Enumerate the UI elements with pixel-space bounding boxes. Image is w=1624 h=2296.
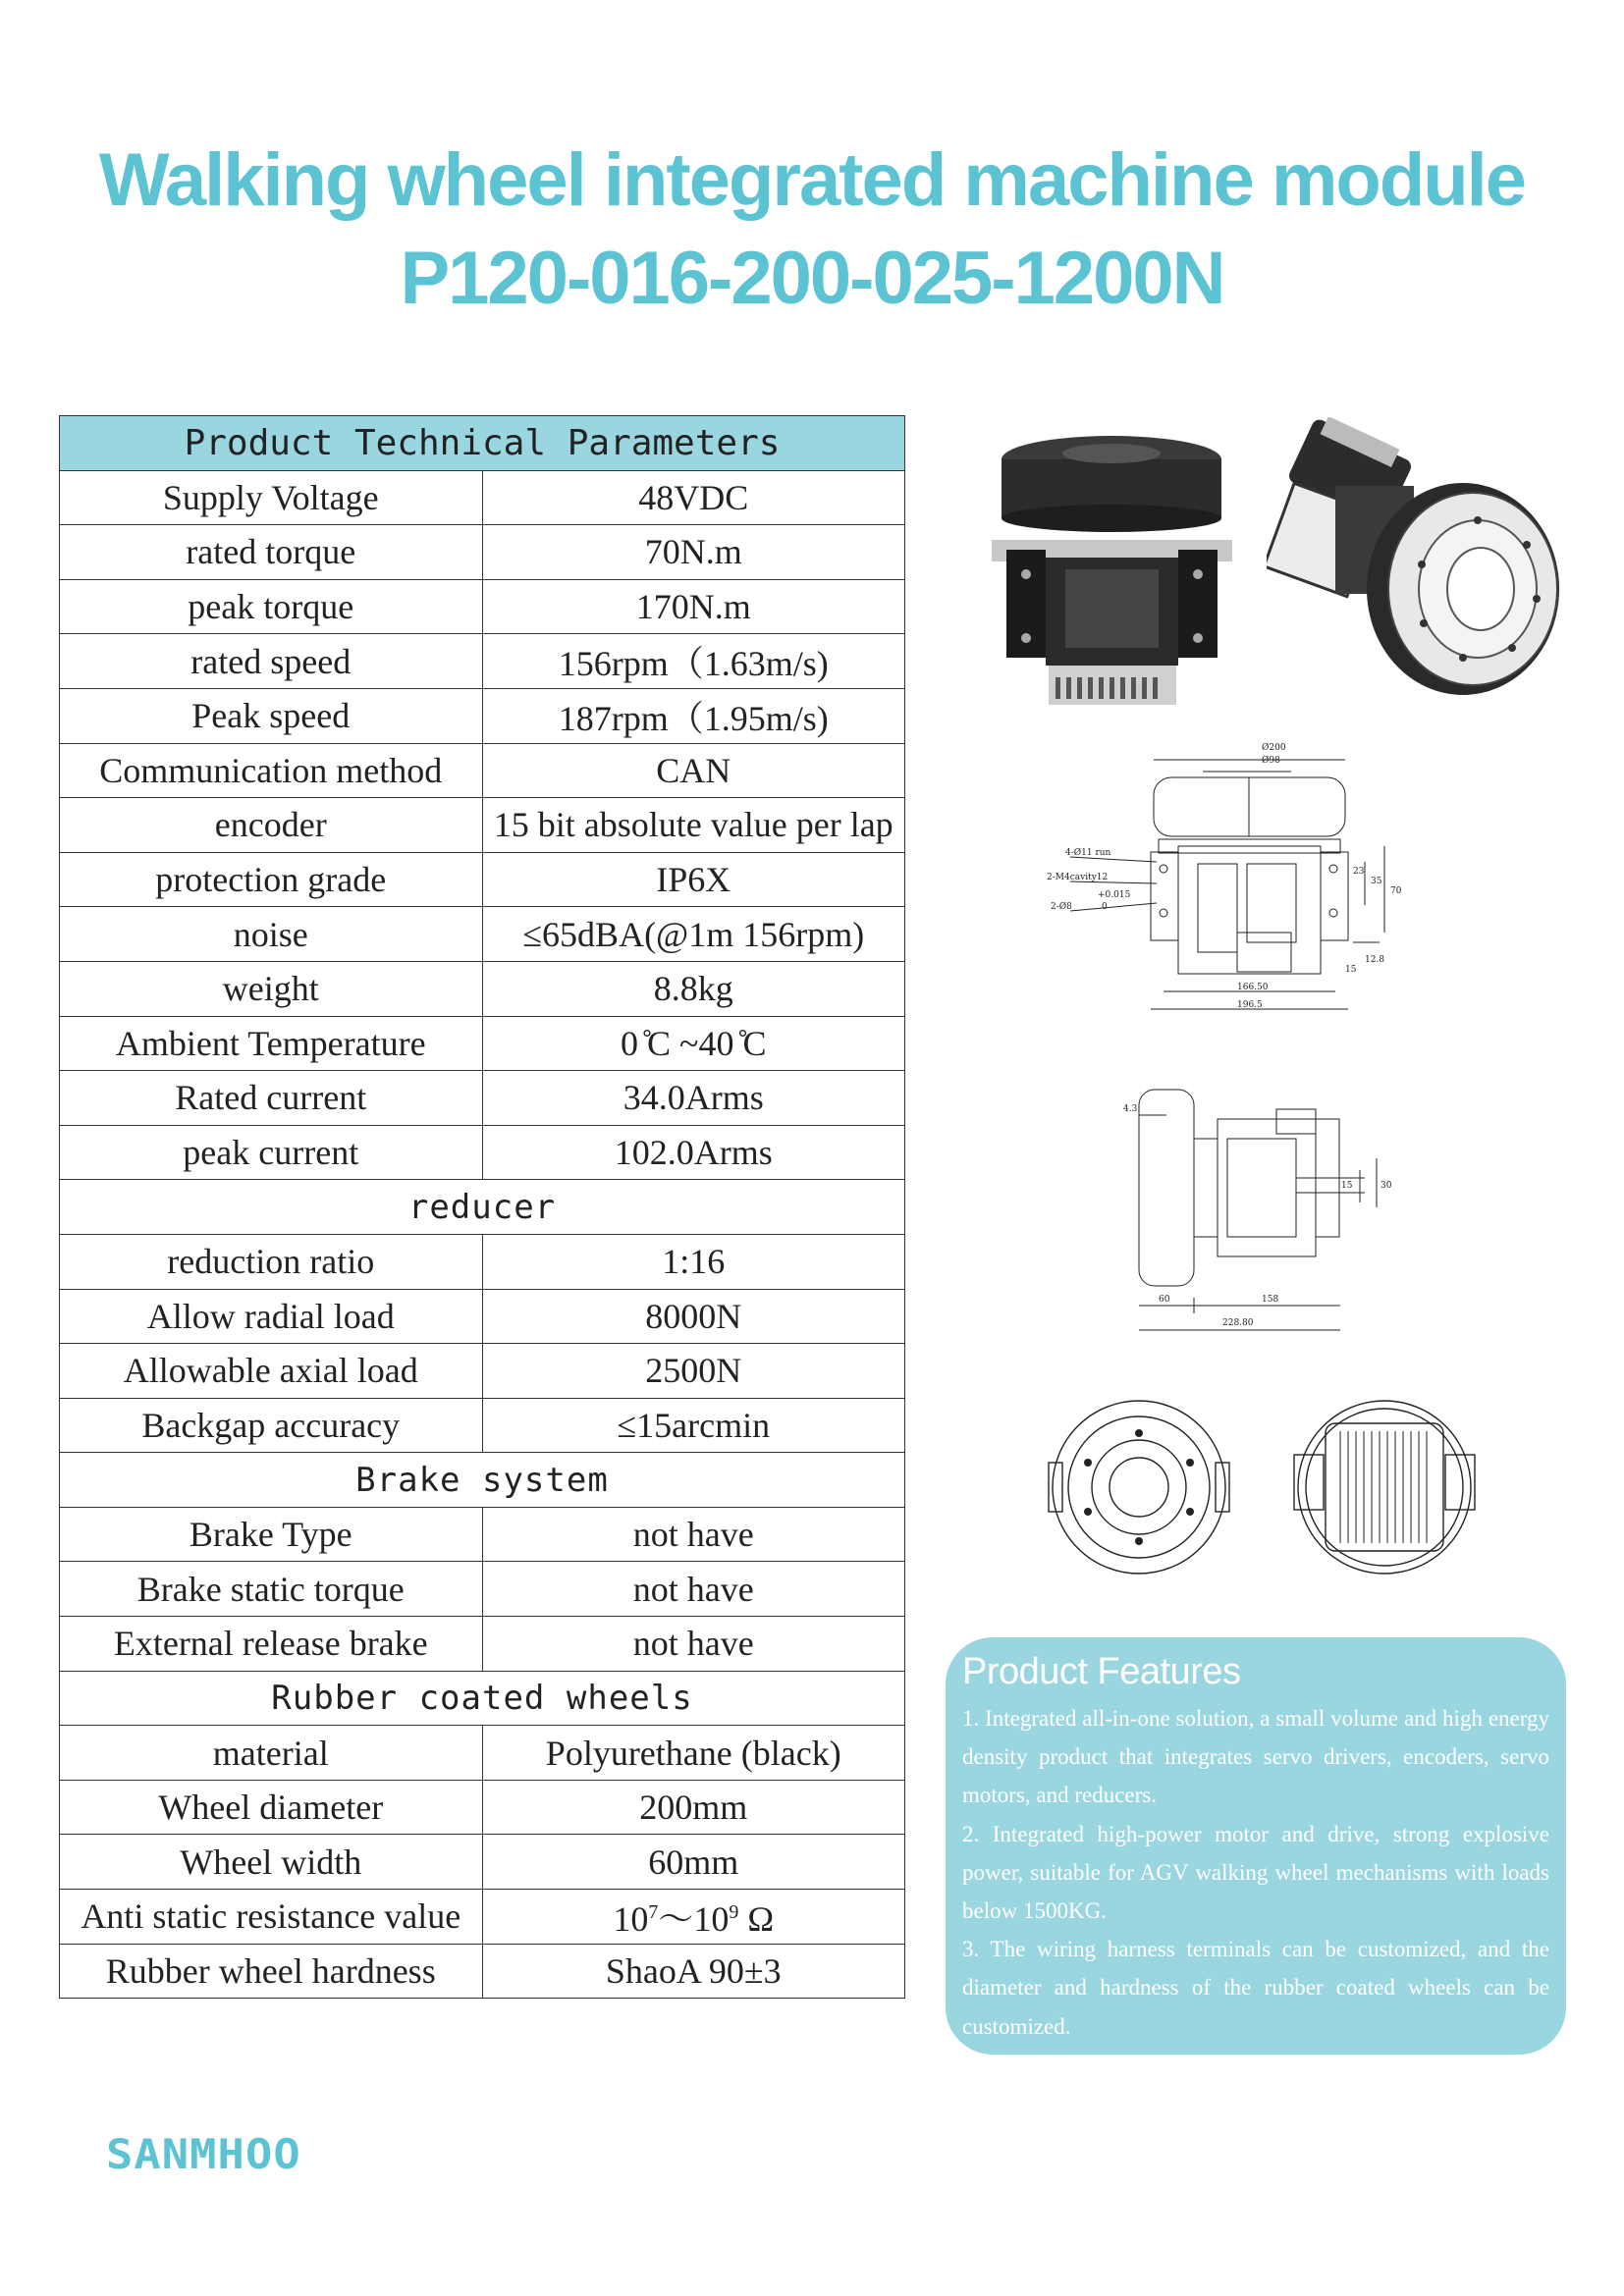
- hole-spec-2: 2-M4cavity12: [1047, 873, 1109, 882]
- table-row: Allowable axial load 2500N: [60, 1344, 905, 1399]
- table-row: rated speed 156rpm（1.63m/s): [60, 634, 905, 689]
- dim-offset: 4.3: [1123, 1104, 1138, 1114]
- technical-drawing-front: [1041, 736, 1434, 1050]
- dim-width-outer: 196.5: [1237, 1000, 1263, 1010]
- table-row: noise ≤65dBA(@1m 156rpm): [60, 907, 905, 962]
- section-header-brake: Brake system: [60, 1453, 905, 1508]
- dim-w158: 158: [1262, 1295, 1279, 1305]
- table-row: Rated current 34.0Arms: [60, 1071, 905, 1126]
- table-header: Product Technical Parameters: [60, 416, 905, 471]
- table-row: material Polyurethane (black): [60, 1726, 905, 1781]
- pin-spec: 2-Ø8: [1051, 902, 1072, 912]
- brand-logo: SANMHOO: [106, 2130, 301, 2178]
- dim-width-inner: 166.50: [1237, 983, 1269, 992]
- tolerance-zero: 0: [1102, 902, 1108, 912]
- section-header-reducer: reducer: [60, 1180, 905, 1235]
- dim-v30: 30: [1380, 1181, 1392, 1191]
- tolerance: +0.015: [1098, 890, 1131, 900]
- table-row: Wheel diameter 200mm: [60, 1780, 905, 1835]
- dim-d200: Ø200: [1262, 743, 1286, 753]
- table-row: Brake static torque not have: [60, 1562, 905, 1617]
- table-row: Communication method CAN: [60, 743, 905, 798]
- table-row: rated torque 70N.m: [60, 525, 905, 580]
- product-photo-isometric: [1267, 417, 1561, 702]
- page-title: Walking wheel integrated machine module: [98, 138, 1526, 222]
- dim-total-width: 228.80: [1222, 1318, 1254, 1328]
- feature-item: 1. Integrated all-in-one solution, a small volume and high energy density product that integrates servo drivers, encoders, servo motors, and reducers.: [962, 1706, 1549, 1808]
- table-row: Peak speed 187rpm（1.95m/s): [60, 688, 905, 743]
- dim-v12-8: 12.8: [1365, 955, 1385, 965]
- table-row: peak torque 170N.m: [60, 579, 905, 634]
- table-row: Rubber wheel hardness ShaoA 90±3: [60, 1944, 905, 1999]
- table-row: peak current 102.0Arms: [60, 1125, 905, 1180]
- features-title: Product Features: [962, 1651, 1241, 1692]
- table-row: weight 8.8kg: [60, 961, 905, 1016]
- table-row: Brake Type not have: [60, 1507, 905, 1562]
- technical-drawing-side: [1119, 1080, 1394, 1345]
- parameters-table: [59, 415, 905, 1999]
- dim-v15: 15: [1345, 965, 1357, 975]
- resistance-value: $10^7\sim 10^9$ Ω: [482, 1890, 905, 1945]
- hole-spec-1: 4-Ø11 run: [1065, 848, 1111, 858]
- feature-item: 3. The wiring harness terminals can be customized, and the diameter and hardness of the rubber coated wheels can be customized.: [962, 1937, 1549, 2039]
- model-number: P120-016-200-025-1200N: [400, 237, 1224, 320]
- feature-item: 2. Integrated high-power motor and drive, strong explosive power, suitable for AGV walking wheel mechanisms with loads below 1500KG.: [962, 1821, 1549, 1924]
- table-row: Backgap accuracy ≤15arcmin: [60, 1398, 905, 1453]
- product-photo-front: [992, 432, 1232, 707]
- dim-v15: 15: [1341, 1181, 1353, 1191]
- table-row: Ambient Temperature 0 ̊C ~40 ̊C: [60, 1016, 905, 1071]
- table-row: Wheel width 60mm: [60, 1835, 905, 1890]
- table-row: Allow radial load 8000N: [60, 1289, 905, 1344]
- dim-v23: 23: [1353, 867, 1365, 877]
- section-header-wheels: Rubber coated wheels: [60, 1671, 905, 1726]
- table-row: External release brake not have: [60, 1617, 905, 1672]
- table-row: Anti static resistance value $10^7\sim 10^9$ Ω: [60, 1890, 905, 1945]
- table-row: protection grade IP6X: [60, 852, 905, 907]
- table-row: reduction ratio 1:16: [60, 1234, 905, 1289]
- technical-drawing-drive-face: [1286, 1394, 1483, 1580]
- dim-d98: Ø98: [1262, 756, 1280, 766]
- table-row: encoder 15 bit absolute value per lap: [60, 798, 905, 853]
- product-features-panel: [946, 1637, 1566, 2055]
- dim-v70: 70: [1390, 886, 1402, 896]
- dim-v35: 35: [1371, 877, 1382, 886]
- dim-w60: 60: [1159, 1295, 1170, 1305]
- technical-drawing-wheel-face: [1041, 1394, 1237, 1580]
- table-row: Supply Voltage 48VDC: [60, 470, 905, 525]
